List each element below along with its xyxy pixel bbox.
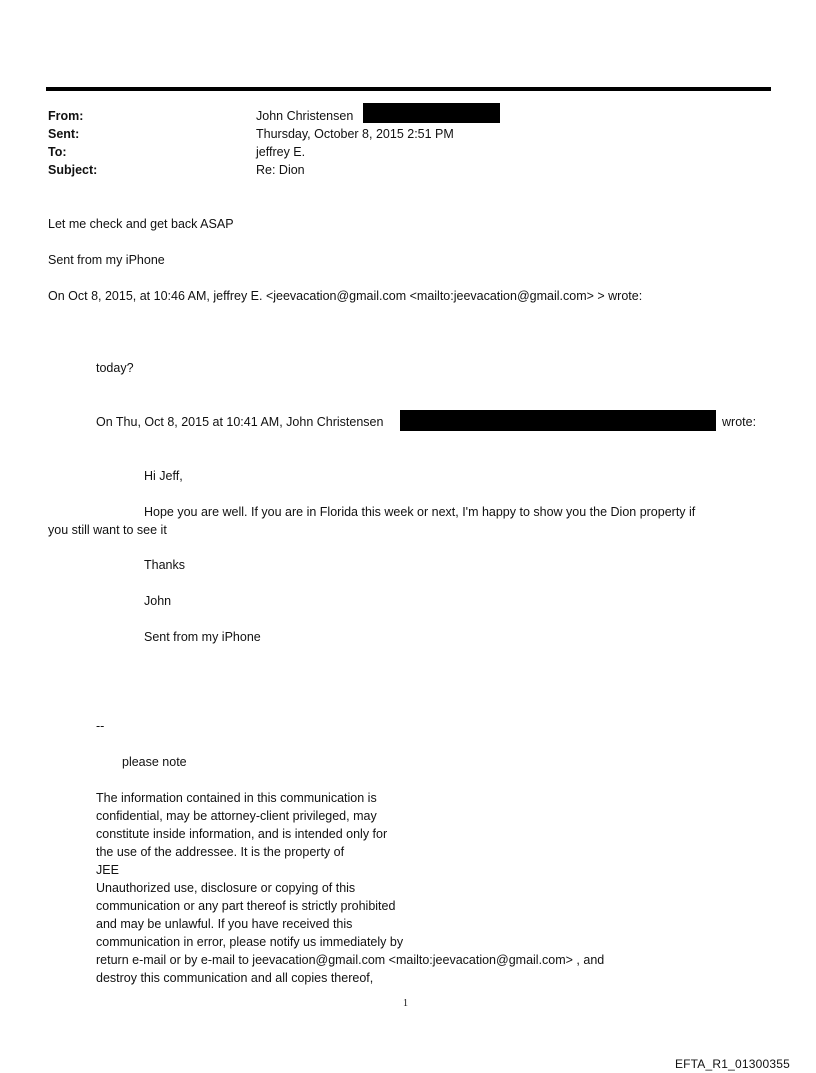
nested-intro-end: wrote: xyxy=(722,415,757,429)
header-rule xyxy=(46,87,771,91)
thanks: Thanks xyxy=(144,558,185,572)
from-value: John Christensen xyxy=(256,109,354,123)
from-label: From: xyxy=(48,109,84,123)
greeting: Hi Jeff, xyxy=(144,469,183,483)
disclaimer-line: destroy this communication and all copies thereof, xyxy=(96,971,374,985)
bates-number: EFTA_R1_01300355 xyxy=(674,1057,790,1071)
disclaimer-line: confidential, may be attorney-client privileged, may xyxy=(96,809,377,823)
message-line: you still want to see it xyxy=(48,523,167,537)
quote-intro: On Oct 8, 2015, at 10:46 AM, jeffrey E. <jeevacation@gmail.com <mailto:jeevacation@gmail.com> > wrote: xyxy=(48,289,643,303)
redaction-block xyxy=(400,410,716,431)
nested-intro-start: On Thu, Oct 8, 2015 at 10:41 AM, John Christensen xyxy=(96,415,384,429)
disclaimer-line: and may be unlawful. If you have received this xyxy=(96,917,353,931)
disclaimer-line: communication in error, please notify us immediately by xyxy=(96,935,404,949)
nested-signature: Sent from my iPhone xyxy=(144,630,261,644)
message-line: Hope you are well. If you are in Florida this week or next, I'm happy to show you the Dion property if xyxy=(144,505,696,519)
subject-value: Re: Dion xyxy=(256,163,305,177)
reply-text: Let me check and get back ASAP xyxy=(48,217,234,231)
disclaimer-line: constitute inside information, and is intended only for xyxy=(96,827,388,841)
to-value: jeffrey E. xyxy=(256,145,306,159)
page-number: 1 xyxy=(403,998,408,1009)
disclaimer-line: communication or any part thereof is strictly prohibited xyxy=(96,899,396,913)
reply-signature: Sent from my iPhone xyxy=(48,253,165,267)
redaction-block xyxy=(363,103,500,123)
disclaimer-line: Unauthorized use, disclosure or copying of this xyxy=(96,881,356,895)
disclaimer xyxy=(96,789,604,987)
disclaimer-line: JEE xyxy=(96,863,119,877)
please-note: please note xyxy=(122,755,187,769)
sender-name: John xyxy=(144,594,172,608)
signature-separator: -- xyxy=(96,719,105,733)
disclaimer-line: The information contained in this communication is xyxy=(96,791,377,805)
sent-label: Sent: xyxy=(48,127,80,141)
disclaimer-line: the use of the addressee. It is the property of xyxy=(96,845,345,859)
subject-label: Subject: xyxy=(48,163,98,177)
disclaimer-line: return e-mail or by e-mail to jeevacation@gmail.com <mailto:jeevacation@gmail.com> , and xyxy=(96,953,605,967)
quoted-question: today? xyxy=(96,361,134,375)
to-label: To: xyxy=(48,145,67,159)
sent-value: Thursday, October 8, 2015 2:51 PM xyxy=(256,127,454,141)
